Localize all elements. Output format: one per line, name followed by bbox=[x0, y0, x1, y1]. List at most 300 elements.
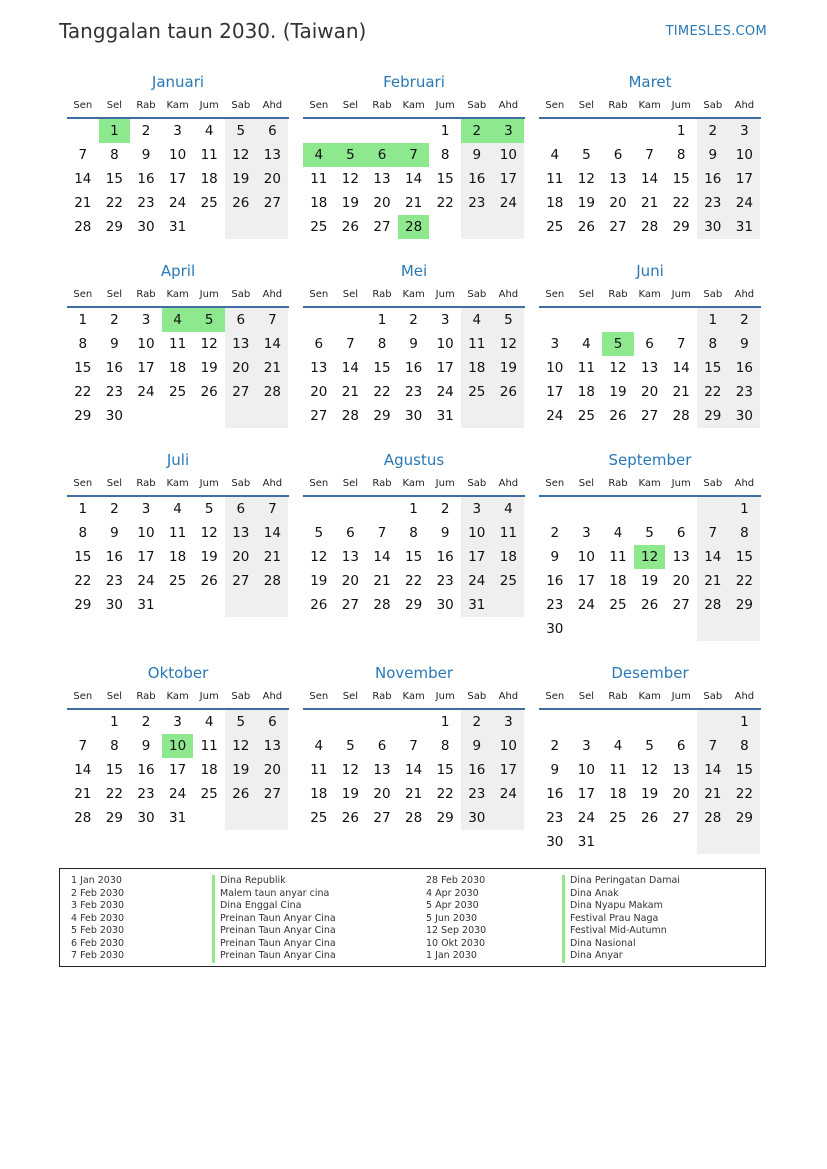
day-cell: 20 bbox=[232, 360, 250, 376]
day-cell: 13 bbox=[263, 738, 281, 754]
day-cell: 4 bbox=[472, 312, 482, 328]
day-cell: 12 bbox=[232, 738, 250, 754]
day-grid bbox=[67, 497, 289, 617]
day-cell: 8 bbox=[440, 738, 450, 754]
day-cell: 20 bbox=[263, 171, 281, 187]
day-cell: 3 bbox=[440, 312, 450, 328]
day-cell: 23 bbox=[137, 195, 155, 211]
legend-date: 5 Apr 2030 bbox=[426, 900, 479, 911]
weekday-label: Sel bbox=[578, 289, 595, 300]
day-cell: 11 bbox=[200, 147, 218, 163]
day-cell: 2 bbox=[141, 714, 151, 730]
weekday-label: Sen bbox=[73, 289, 93, 300]
day-cell: 1 bbox=[377, 312, 387, 328]
legend-holiday-name: Dina Nyapu Makam bbox=[562, 900, 680, 913]
weekday-label: Sen bbox=[73, 478, 93, 489]
day-cell: 10 bbox=[735, 147, 753, 163]
day-cell: 23 bbox=[735, 384, 753, 400]
day-cell: 3 bbox=[472, 501, 482, 517]
day-cell: 29 bbox=[672, 219, 690, 235]
day-cell: 10 bbox=[546, 360, 564, 376]
day-cell: 17 bbox=[499, 171, 517, 187]
day-cell: 31 bbox=[436, 408, 454, 424]
month-name: September bbox=[608, 451, 692, 469]
day-cell: 17 bbox=[436, 360, 454, 376]
day-cell: 21 bbox=[74, 195, 92, 211]
day-cell: 13 bbox=[263, 147, 281, 163]
day-cell: 14 bbox=[74, 762, 92, 778]
day-cell: 6 bbox=[676, 738, 686, 754]
day-cell: 23 bbox=[704, 195, 722, 211]
day-cell: 6 bbox=[236, 312, 246, 328]
day-cell: 25 bbox=[310, 810, 328, 826]
day-cell: 10 bbox=[577, 762, 595, 778]
day-cell: 13 bbox=[609, 171, 627, 187]
legend-holiday-name: Dina Anak bbox=[562, 888, 680, 901]
day-cell: 23 bbox=[436, 573, 454, 589]
day-cell: 5 bbox=[645, 738, 654, 754]
day-cell: 11 bbox=[310, 762, 328, 778]
day-cell: 16 bbox=[546, 573, 564, 589]
day-cell: 2 bbox=[472, 714, 482, 730]
day-cell: 11 bbox=[468, 336, 486, 352]
weekday-label: Jum bbox=[435, 289, 455, 300]
weekday-label: Sel bbox=[106, 478, 123, 489]
day-cell: 20 bbox=[641, 384, 659, 400]
day-cell: 8 bbox=[676, 147, 686, 163]
day-cell: 10 bbox=[577, 549, 595, 565]
day-cell: 3 bbox=[173, 123, 182, 139]
day-cell: 12 bbox=[641, 762, 659, 778]
legend-date: 4 Feb 2030 bbox=[71, 912, 125, 924]
day-cell: 29 bbox=[436, 810, 454, 826]
weekday-label: Kam bbox=[638, 100, 661, 111]
day-cell: 19 bbox=[609, 384, 627, 400]
weekday-label: Sab bbox=[467, 289, 487, 300]
day-cell: 21 bbox=[341, 384, 359, 400]
day-cell: 19 bbox=[499, 360, 517, 376]
day-cell: 17 bbox=[137, 360, 155, 376]
weekday-header bbox=[539, 478, 761, 490]
month-name: Oktober bbox=[147, 664, 209, 682]
day-cell: 31 bbox=[169, 810, 187, 826]
day-cell: 19 bbox=[310, 573, 328, 589]
day-cell: 3 bbox=[141, 312, 151, 328]
weekday-label: Ahd bbox=[262, 691, 283, 702]
legend-left-dates bbox=[71, 875, 124, 963]
day-cell: 12 bbox=[341, 762, 359, 778]
weekday-label: Sab bbox=[231, 478, 251, 489]
day-cell: 25 bbox=[310, 219, 328, 235]
day-cell: 2 bbox=[110, 501, 119, 517]
day-cell: 5 bbox=[582, 147, 591, 163]
legend-holiday-name: Preinan Taun Anyar Cina bbox=[212, 913, 336, 926]
weekday-label: Jum bbox=[199, 100, 219, 111]
day-cell: 30 bbox=[105, 408, 123, 424]
day-cell: 7 bbox=[409, 738, 418, 754]
day-cell: 26 bbox=[200, 384, 218, 400]
weekday-label: Kam bbox=[402, 100, 425, 111]
month-name: Juli bbox=[166, 451, 190, 469]
day-cell: 11 bbox=[546, 171, 564, 187]
day-cell: 20 bbox=[310, 384, 328, 400]
day-cell: 28 bbox=[405, 810, 423, 826]
day-cell: 21 bbox=[263, 549, 281, 565]
day-cell: 29 bbox=[74, 597, 92, 613]
legend-date: 3 Feb 2030 bbox=[71, 900, 125, 911]
holiday-day-cell: 1 bbox=[99, 119, 131, 143]
day-cell: 12 bbox=[609, 360, 627, 376]
weekday-label: Rab bbox=[608, 289, 628, 300]
weekday-label: Ahd bbox=[734, 100, 755, 111]
day-cell: 30 bbox=[137, 810, 155, 826]
weekday-label: Ahd bbox=[498, 691, 519, 702]
day-cell: 5 bbox=[204, 501, 214, 517]
day-cell: 28 bbox=[373, 597, 391, 613]
day-cell: 15 bbox=[704, 360, 722, 376]
weekday-label: Jum bbox=[199, 289, 219, 300]
day-cell: 25 bbox=[609, 597, 627, 613]
day-cell: 6 bbox=[377, 738, 387, 754]
weekday-label: Kam bbox=[402, 289, 425, 300]
day-cell: 4 bbox=[314, 738, 324, 754]
day-cell: 21 bbox=[263, 360, 281, 376]
day-cell: 24 bbox=[499, 786, 517, 802]
month-name: Februari bbox=[383, 73, 445, 91]
weekday-label: Jum bbox=[435, 478, 455, 489]
day-cell: 5 bbox=[504, 312, 513, 328]
weekday-label: Kam bbox=[166, 691, 189, 702]
day-cell: 20 bbox=[373, 786, 391, 802]
day-cell: 16 bbox=[468, 762, 486, 778]
weekday-label: Sen bbox=[309, 691, 329, 702]
weekday-header bbox=[67, 289, 289, 301]
month-name: Desember bbox=[611, 664, 689, 682]
day-cell: 20 bbox=[609, 195, 627, 211]
weekday-header bbox=[539, 100, 761, 112]
day-cell: 4 bbox=[173, 501, 182, 517]
day-cell: 23 bbox=[105, 384, 123, 400]
day-grid bbox=[67, 308, 289, 428]
day-cell: 8 bbox=[409, 525, 418, 541]
day-cell: 6 bbox=[613, 147, 623, 163]
holiday-day-cell: 3 bbox=[493, 119, 525, 143]
day-cell: 27 bbox=[232, 573, 250, 589]
weekday-label: Kam bbox=[402, 478, 425, 489]
day-cell: 8 bbox=[740, 525, 749, 541]
day-cell: 1 bbox=[708, 312, 718, 328]
day-cell: 12 bbox=[577, 171, 595, 187]
weekday-header bbox=[539, 289, 761, 301]
day-cell: 25 bbox=[609, 810, 627, 826]
day-cell: 24 bbox=[735, 195, 753, 211]
day-cell: 31 bbox=[577, 834, 595, 850]
day-cell: 26 bbox=[341, 219, 359, 235]
day-cell: 24 bbox=[137, 573, 155, 589]
day-cell: 16 bbox=[468, 171, 486, 187]
day-cell: 22 bbox=[405, 573, 423, 589]
day-cell: 14 bbox=[74, 171, 92, 187]
weekday-label: Jum bbox=[199, 478, 219, 489]
day-cell: 10 bbox=[137, 336, 155, 352]
weekday-label: Kam bbox=[166, 478, 189, 489]
day-cell: 23 bbox=[468, 195, 486, 211]
day-cell: 27 bbox=[373, 810, 391, 826]
day-cell: 3 bbox=[550, 336, 560, 352]
day-cell: 8 bbox=[110, 147, 119, 163]
weekday-label: Sab bbox=[703, 478, 723, 489]
day-cell: 13 bbox=[341, 549, 359, 565]
day-cell: 31 bbox=[137, 597, 155, 613]
day-cell: 8 bbox=[78, 525, 88, 541]
day-cell: 20 bbox=[672, 573, 690, 589]
weekday-label: Sel bbox=[578, 691, 595, 702]
day-cell: 14 bbox=[405, 762, 423, 778]
day-cell: 23 bbox=[105, 573, 123, 589]
day-cell: 7 bbox=[78, 147, 88, 163]
day-cell: 7 bbox=[708, 525, 718, 541]
day-cell: 5 bbox=[645, 525, 654, 541]
day-cell: 18 bbox=[310, 786, 328, 802]
day-cell: 22 bbox=[74, 384, 92, 400]
day-cell: 15 bbox=[74, 360, 92, 376]
weekday-label: Sel bbox=[342, 289, 359, 300]
day-cell: 10 bbox=[436, 336, 454, 352]
weekday-label: Jum bbox=[671, 289, 691, 300]
day-cell: 6 bbox=[268, 123, 277, 139]
legend-date: 10 Okt 2030 bbox=[426, 937, 486, 949]
day-cell: 9 bbox=[708, 147, 718, 163]
day-cell: 24 bbox=[577, 597, 595, 613]
day-cell: 19 bbox=[641, 786, 659, 802]
day-grid bbox=[539, 119, 761, 239]
holiday-day-cell: 2 bbox=[461, 119, 493, 143]
holiday-day-cell: 28 bbox=[398, 215, 430, 239]
day-cell: 14 bbox=[263, 525, 281, 541]
weekday-label: Rab bbox=[372, 289, 392, 300]
legend-right-dates bbox=[426, 875, 486, 963]
legend-holiday-name: Malem taun anyar cina bbox=[212, 888, 336, 901]
weekday-label: Kam bbox=[402, 691, 425, 702]
legend-date: 1 Jan 2030 bbox=[426, 950, 477, 961]
day-cell: 26 bbox=[310, 597, 328, 613]
day-cell: 27 bbox=[641, 408, 659, 424]
holiday-day-cell: 7 bbox=[398, 143, 430, 167]
weekday-header bbox=[67, 691, 289, 703]
holiday-day-cell: 5 bbox=[602, 332, 634, 356]
day-cell: 18 bbox=[468, 360, 486, 376]
weekday-label: Sen bbox=[545, 289, 565, 300]
day-cell: 23 bbox=[546, 597, 564, 613]
day-cell: 10 bbox=[137, 525, 155, 541]
day-cell: 29 bbox=[735, 597, 753, 613]
day-cell: 6 bbox=[236, 501, 246, 517]
day-cell: 25 bbox=[200, 195, 218, 211]
day-cell: 9 bbox=[550, 549, 560, 565]
day-cell: 30 bbox=[405, 408, 423, 424]
holiday-day-cell: 4 bbox=[303, 143, 335, 167]
day-cell: 24 bbox=[169, 195, 187, 211]
day-cell: 14 bbox=[704, 549, 722, 565]
day-cell: 17 bbox=[577, 573, 595, 589]
day-cell: 9 bbox=[550, 762, 560, 778]
weekday-label: Ahd bbox=[734, 691, 755, 702]
legend-holiday-name: Dina Anyar bbox=[562, 950, 680, 963]
day-cell: 1 bbox=[740, 714, 749, 730]
day-cell: 4 bbox=[504, 501, 513, 517]
day-cell: 15 bbox=[436, 171, 454, 187]
weekday-label: Sen bbox=[309, 478, 329, 489]
legend-holiday-name: Festival Mid-Autumn bbox=[562, 925, 680, 938]
weekday-label: Ahd bbox=[262, 289, 283, 300]
weekday-label: Sen bbox=[545, 100, 565, 111]
day-cell: 6 bbox=[268, 714, 277, 730]
day-cell: 29 bbox=[735, 810, 753, 826]
day-cell: 16 bbox=[735, 360, 753, 376]
weekday-label: Sen bbox=[309, 100, 329, 111]
day-cell: 1 bbox=[676, 123, 686, 139]
day-cell: 9 bbox=[141, 738, 151, 754]
day-cell: 10 bbox=[499, 738, 517, 754]
weekday-label: Rab bbox=[608, 100, 628, 111]
weekday-label: Ahd bbox=[734, 289, 755, 300]
month-name: April bbox=[160, 262, 196, 280]
day-cell: 7 bbox=[268, 312, 277, 328]
weekday-label: Sel bbox=[578, 478, 595, 489]
weekday-label: Jum bbox=[671, 478, 691, 489]
weekday-label: Kam bbox=[638, 478, 661, 489]
day-cell: 3 bbox=[141, 501, 151, 517]
day-cell: 24 bbox=[577, 810, 595, 826]
legend-date: 5 Jun 2030 bbox=[426, 912, 478, 924]
day-cell: 22 bbox=[436, 786, 454, 802]
weekday-label: Sel bbox=[578, 100, 595, 111]
day-cell: 7 bbox=[78, 738, 88, 754]
day-cell: 8 bbox=[708, 336, 718, 352]
weekday-label: Sen bbox=[545, 691, 565, 702]
day-cell: 15 bbox=[74, 549, 92, 565]
day-cell: 16 bbox=[704, 171, 722, 187]
weekday-label: Jum bbox=[199, 691, 219, 702]
day-cell: 7 bbox=[645, 147, 654, 163]
day-cell: 13 bbox=[672, 762, 690, 778]
day-cell: 24 bbox=[499, 195, 517, 211]
day-cell: 10 bbox=[468, 525, 486, 541]
day-cell: 15 bbox=[373, 360, 391, 376]
day-cell: 1 bbox=[740, 501, 749, 517]
day-cell: 16 bbox=[436, 549, 454, 565]
day-cell: 30 bbox=[436, 597, 454, 613]
day-cell: 22 bbox=[105, 195, 123, 211]
holiday-day-cell: 6 bbox=[366, 143, 398, 167]
weekday-label: Sen bbox=[73, 100, 93, 111]
day-cell: 16 bbox=[105, 549, 123, 565]
day-cell: 6 bbox=[314, 336, 324, 352]
weekday-header bbox=[303, 691, 525, 703]
day-cell: 15 bbox=[672, 171, 690, 187]
holiday-day-cell: 4 bbox=[162, 308, 194, 332]
day-cell: 28 bbox=[263, 384, 281, 400]
weekday-label: Sel bbox=[342, 100, 359, 111]
day-cell: 29 bbox=[373, 408, 391, 424]
day-cell: 30 bbox=[735, 408, 753, 424]
day-cell: 26 bbox=[641, 597, 659, 613]
day-cell: 24 bbox=[468, 573, 486, 589]
day-cell: 29 bbox=[105, 810, 123, 826]
day-cell: 16 bbox=[105, 360, 123, 376]
weekday-label: Sel bbox=[342, 478, 359, 489]
day-grid bbox=[303, 710, 525, 830]
day-grid bbox=[539, 308, 761, 428]
day-cell: 25 bbox=[169, 573, 187, 589]
day-cell: 15 bbox=[436, 762, 454, 778]
legend-date: 4 Apr 2030 bbox=[426, 887, 479, 899]
weekday-label: Sab bbox=[231, 289, 251, 300]
day-cell: 30 bbox=[704, 219, 722, 235]
legend-holiday-name: Dina Peringatan Damai bbox=[562, 875, 680, 888]
day-cell: 8 bbox=[740, 738, 749, 754]
day-cell: 24 bbox=[436, 384, 454, 400]
day-cell: 22 bbox=[74, 573, 92, 589]
day-cell: 7 bbox=[377, 525, 387, 541]
day-cell: 31 bbox=[468, 597, 486, 613]
weekday-label: Kam bbox=[166, 289, 189, 300]
day-cell: 24 bbox=[169, 786, 187, 802]
day-cell: 25 bbox=[169, 384, 187, 400]
day-cell: 7 bbox=[346, 336, 355, 352]
day-cell: 3 bbox=[582, 738, 591, 754]
legend-date: 1 Jan 2030 bbox=[71, 875, 122, 886]
day-cell: 3 bbox=[582, 525, 591, 541]
legend-date: 28 Feb 2030 bbox=[426, 875, 486, 886]
weekday-label: Rab bbox=[372, 691, 392, 702]
day-cell: 29 bbox=[405, 597, 423, 613]
day-cell: 6 bbox=[676, 525, 686, 541]
day-cell: 27 bbox=[232, 384, 250, 400]
weekday-label: Sab bbox=[231, 691, 251, 702]
day-cell: 15 bbox=[735, 549, 753, 565]
day-cell: 28 bbox=[704, 810, 722, 826]
day-cell: 19 bbox=[200, 549, 218, 565]
legend-holiday-name: Preinan Taun Anyar Cina bbox=[212, 938, 336, 951]
day-cell: 14 bbox=[704, 762, 722, 778]
day-cell: 22 bbox=[672, 195, 690, 211]
holiday-day-cell: 10 bbox=[162, 734, 194, 758]
day-cell: 2 bbox=[440, 501, 450, 517]
day-cell: 2 bbox=[740, 312, 749, 328]
day-cell: 1 bbox=[78, 501, 88, 517]
legend-date: 6 Feb 2030 bbox=[71, 937, 125, 949]
legend-holiday-name: Dina Republik bbox=[212, 875, 336, 888]
day-cell: 23 bbox=[137, 786, 155, 802]
day-cell: 15 bbox=[735, 762, 753, 778]
day-cell: 25 bbox=[200, 786, 218, 802]
day-cell: 21 bbox=[641, 195, 659, 211]
weekday-header bbox=[67, 100, 289, 112]
day-cell: 3 bbox=[740, 123, 749, 139]
weekday-label: Rab bbox=[372, 478, 392, 489]
brand-link[interactable]: TIMESLES.COM bbox=[665, 24, 767, 39]
holiday-day-cell: 12 bbox=[634, 545, 666, 569]
day-cell: 21 bbox=[672, 384, 690, 400]
day-cell: 19 bbox=[341, 786, 359, 802]
day-cell: 7 bbox=[268, 501, 277, 517]
day-cell: 28 bbox=[74, 810, 92, 826]
holiday-legend bbox=[59, 868, 766, 967]
day-cell: 18 bbox=[609, 786, 627, 802]
day-cell: 27 bbox=[341, 597, 359, 613]
day-cell: 26 bbox=[609, 408, 627, 424]
